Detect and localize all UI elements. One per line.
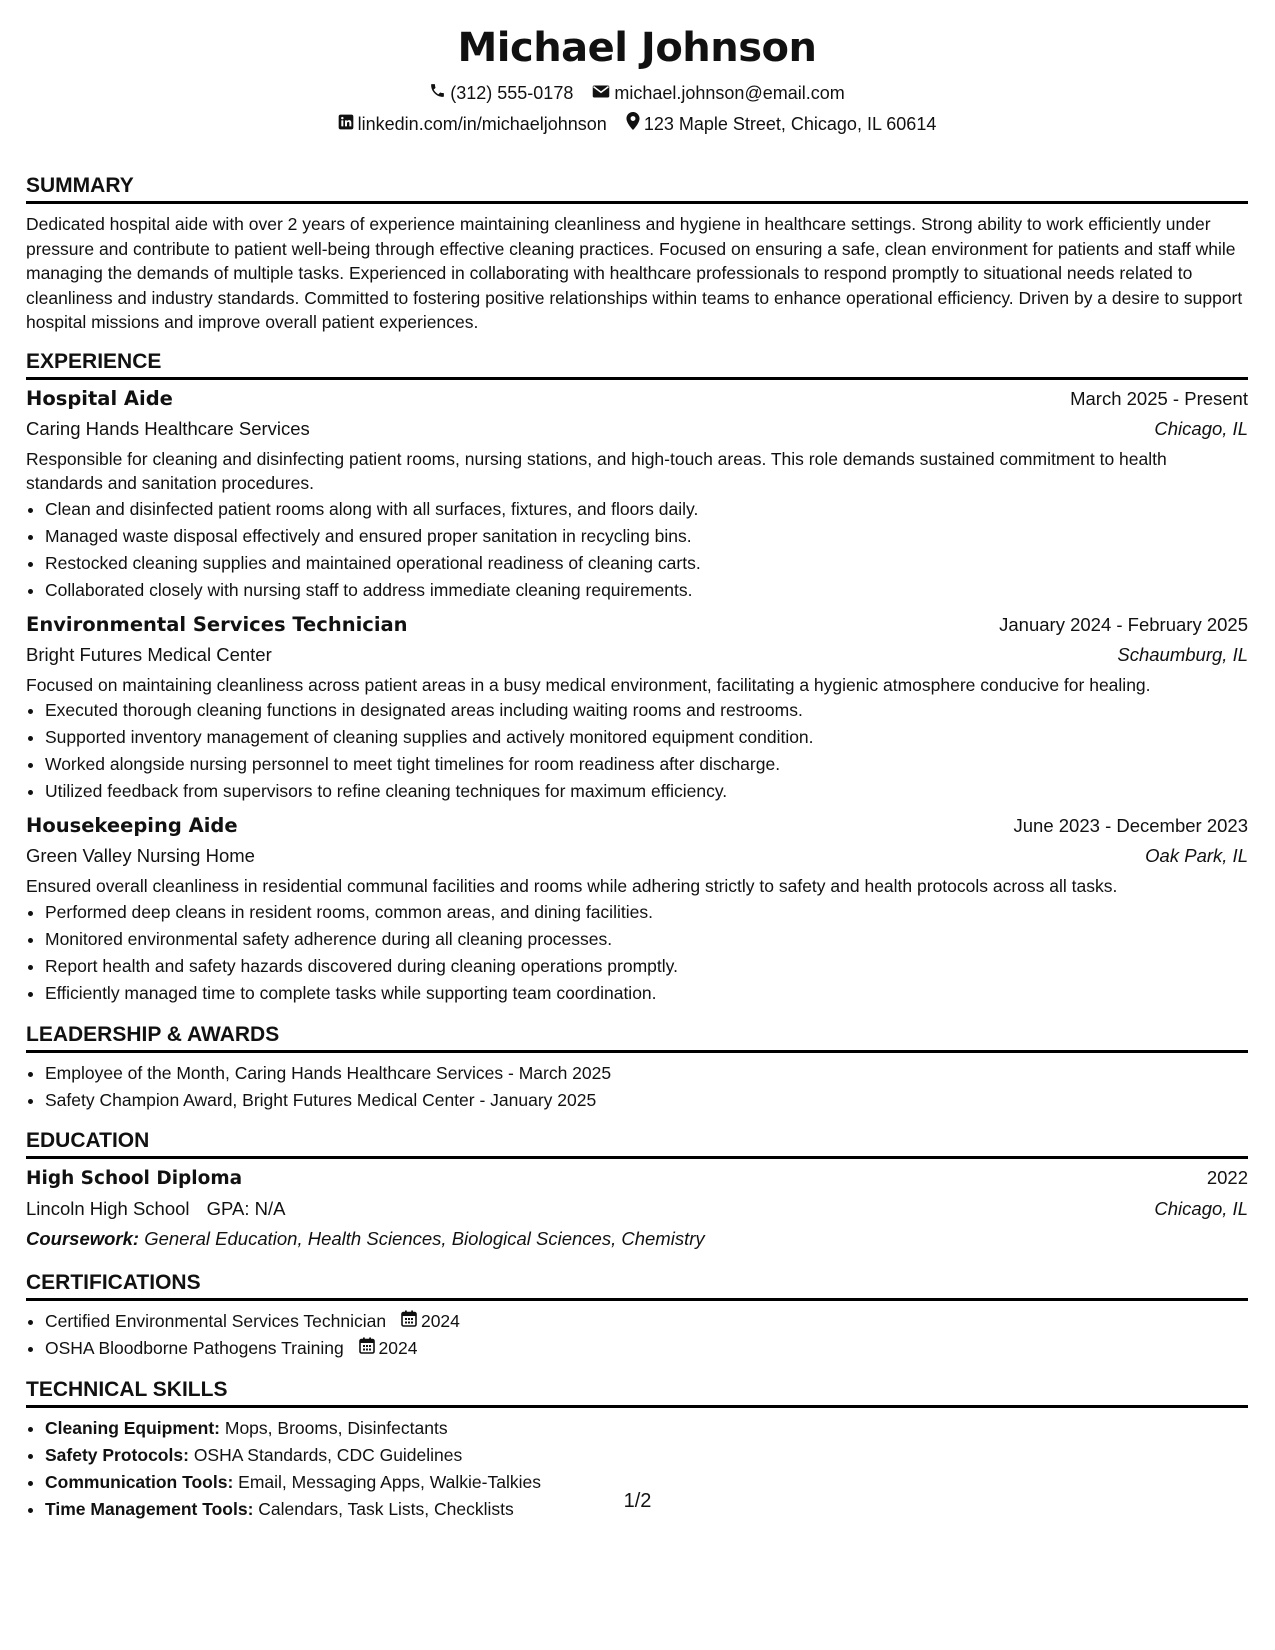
job-subheader: [26, 640, 1248, 670]
coursework-label: Coursework:: [26, 1227, 140, 1249]
job-title: Hospital Aide: [26, 386, 173, 410]
job-location: Schaumburg, IL: [1117, 643, 1248, 665]
skill-label: Cleaning Equipment:: [45, 1417, 220, 1438]
calendar-icon: [359, 1335, 379, 1362]
skill-label: Communication Tools:: [45, 1471, 234, 1492]
envelope-icon: [592, 81, 614, 105]
linkedin-icon: [338, 112, 358, 136]
award-item: • Safety Champion Award, Bright Futures Medical Center - January 2025: [45, 1087, 1248, 1114]
job-bullet: • Managed waste disposal effectively and ensured proper sanitation in recycling bins.: [45, 523, 1248, 550]
certification-year: 2024: [378, 1337, 418, 1358]
job-header: [26, 811, 1248, 841]
job-bullets: [26, 496, 1248, 604]
summary-text: Dedicated hospital aide with over 2 years of experience maintaining cleanliness and hygiene in healthcare settings. Strong ability to work efficiently under pressure and contribute to patient well-being through effective cleaning practices. Focused on ensuring a safe, clean environment for patients and staff while managing the demands of multiple tasks. Experienced in collaborating with healthcare professionals to respond promptly to situational needs related to cleanliness and industry standards. Committed to fostering positive relationships within teams to enhance operational efficiency. Driven by a desire to support hospital missions and improve overall patient experiences.: [26, 214, 1243, 332]
job-entry: [26, 811, 1248, 1007]
address-item: [626, 112, 937, 136]
certification-item: [45, 1335, 1248, 1362]
school-location: Chicago, IL: [1154, 1197, 1248, 1219]
job-bullet: • Restocked cleaning supplies and maintained operational readiness of cleaning carts.: [45, 550, 1248, 577]
job-subheader: [26, 414, 1248, 444]
coursework-line: [26, 1224, 1248, 1254]
certification-name: OSHA Bloodborne Pathogens Training: [45, 1337, 344, 1358]
skill-value: Email, Messaging Apps, Walkie-Talkies: [238, 1471, 541, 1492]
calendar-icon: [401, 1308, 421, 1335]
job-title: Environmental Services Technician: [26, 612, 408, 636]
summary-heading: SUMMARY: [26, 173, 1248, 204]
skill-item: [45, 1442, 1248, 1469]
certification-item: [45, 1308, 1248, 1335]
certification-name: Certified Environmental Services Technician: [45, 1310, 387, 1331]
degree: High School Diploma: [26, 1167, 243, 1189]
job-header: [26, 610, 1248, 640]
skill-label: Safety Protocols:: [45, 1444, 189, 1465]
phone-text: (312) 555-0178: [450, 83, 574, 103]
phone-icon: [429, 81, 450, 105]
job-bullet: • Monitored environmental safety adherence during all cleaning processes.: [45, 926, 1248, 953]
skills-heading: TECHNICAL SKILLS: [26, 1377, 1248, 1408]
job-dates: January 2024 - February 2025: [999, 613, 1248, 635]
skill-label: Time Management Tools:: [45, 1498, 254, 1519]
job-subheader: [26, 841, 1248, 871]
page-number: 1/2: [623, 1490, 652, 1512]
job-bullet: • Clean and disinfected patient rooms along with all surfaces, fixtures, and floors daily.: [45, 496, 1248, 523]
job-bullets: [26, 697, 1248, 805]
job-bullet: • Worked alongside nursing personnel to meet tight timelines for room readiness after discharge.: [45, 751, 1248, 778]
resume-page: [26, 0, 1248, 1523]
job-title: Housekeeping Aide: [26, 814, 238, 837]
candidate-name: Michael Johnson: [457, 25, 817, 71]
experience-heading: EXPERIENCE: [26, 349, 1248, 380]
job-header: [26, 384, 1248, 414]
job-bullet: • Efficiently managed time to complete tasks while supporting team coordination.: [45, 980, 1248, 1007]
school-line: [26, 1194, 286, 1224]
education-entry: [26, 1163, 1248, 1254]
job-description: Responsible for cleaning and disinfecting patient rooms, nursing stations, and high-touch areas. This role demands sustained commitment to health standards and sanitation procedures.: [26, 448, 1167, 493]
award-item: • Employee of the Month, Caring Hands Healthcare Services - March 2025: [45, 1060, 1248, 1087]
map-pin-icon: [626, 112, 644, 136]
graduation-year: 2022: [1206, 1166, 1248, 1188]
contact-row-2: [26, 112, 1248, 136]
certifications-list: [26, 1308, 1248, 1362]
skill-value: Mops, Brooms, Disinfectants: [224, 1417, 448, 1438]
education-subheader: [26, 1194, 1248, 1224]
coursework-text: General Education, Health Sciences, Biological Sciences, Chemistry: [144, 1227, 705, 1249]
certification-date: [359, 1335, 418, 1362]
job-description: Ensured overall cleanliness in residential communal facilities and rooms while adhering strictly to safety and health protocols across all tasks.: [26, 876, 1118, 896]
job-dates: March 2025 - Present: [1070, 387, 1248, 409]
gpa: GPA: N/A: [206, 1197, 286, 1219]
job-bullet: • Supported inventory management of cleaning supplies and actively monitored equipment condition.: [45, 724, 1248, 751]
phone-item: [429, 81, 573, 105]
skill-value: OSHA Standards, CDC Guidelines: [193, 1444, 463, 1465]
certifications-heading: CERTIFICATIONS: [26, 1270, 1248, 1301]
address-text: 123 Maple Street, Chicago, IL 60614: [643, 114, 937, 134]
job-bullet: • Utilized feedback from supervisors to refine cleaning techniques for maximum efficiency.: [45, 778, 1248, 805]
contact-row-1: [26, 81, 1248, 105]
job-company: Caring Hands Healthcare Services: [26, 417, 310, 439]
job-company: Green Valley Nursing Home: [26, 845, 255, 866]
linkedin-item[interactable]: [338, 112, 607, 136]
skill-value: Calendars, Task Lists, Checklists: [258, 1498, 514, 1519]
skill-item: [45, 1415, 1248, 1442]
job-entry: [26, 384, 1248, 604]
job-entry: [26, 610, 1248, 806]
job-bullets: [26, 899, 1248, 1007]
job-bullet: • Collaborated closely with nursing staff to address immediate cleaning requirements.: [45, 577, 1248, 604]
email-text[interactable]: michael.johnson@email.com: [614, 83, 845, 103]
job-company: Bright Futures Medical Center: [26, 643, 272, 665]
job-dates: June 2023 - December 2023: [1013, 815, 1248, 836]
certification-year: 2024: [420, 1310, 460, 1331]
job-location: Oak Park, IL: [1145, 845, 1248, 866]
school-name: Lincoln High School: [26, 1197, 190, 1219]
education-heading: EDUCATION: [26, 1128, 1248, 1159]
job-bullet: • Report health and safety hazards discovered during cleaning operations promptly.: [45, 953, 1248, 980]
education-header: [26, 1163, 1248, 1194]
awards-list: [26, 1060, 1248, 1114]
job-bullet: • Performed deep cleans in resident rooms, common areas, and dining facilities.: [45, 899, 1248, 926]
awards-heading: LEADERSHIP & AWARDS: [26, 1022, 1248, 1053]
email-item[interactable]: [592, 81, 844, 105]
job-bullet: • Executed thorough cleaning functions in designated areas including waiting rooms and restrooms.: [45, 697, 1248, 724]
job-location: Chicago, IL: [1154, 417, 1248, 439]
certification-date: [401, 1308, 460, 1335]
job-description: Focused on maintaining cleanliness across patient areas in a busy medical environment, facilitating a hygienic atmosphere conducive for healing.: [26, 674, 1151, 695]
linkedin-text[interactable]: linkedin.com/in/michaeljohnson: [357, 114, 607, 134]
